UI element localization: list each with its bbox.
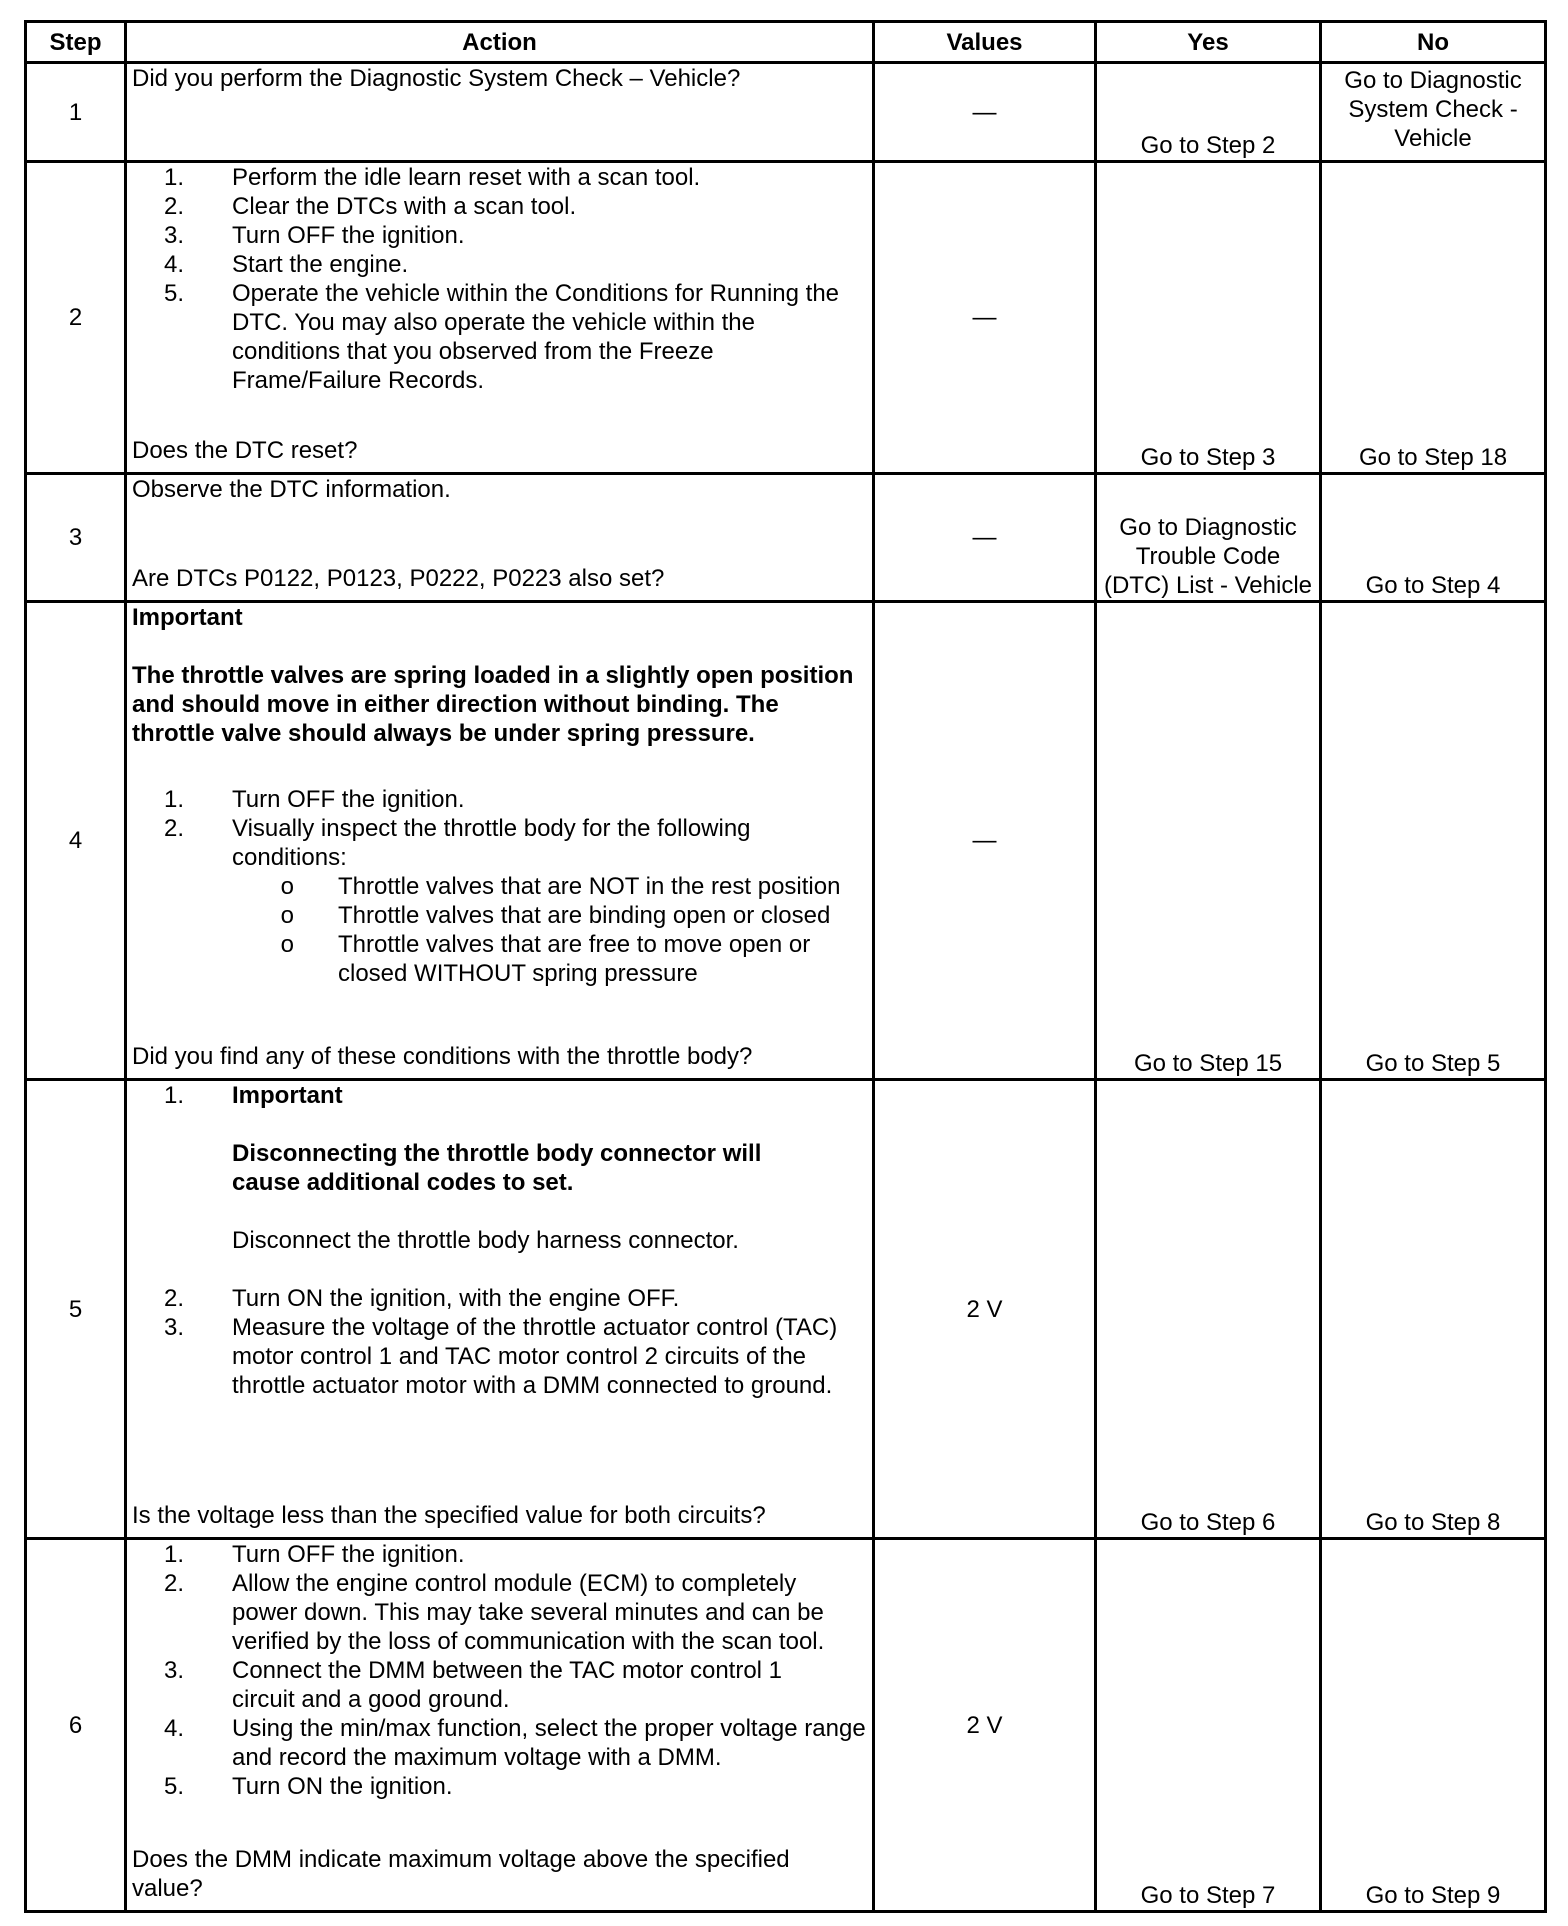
diagnostic-table	[24, 20, 1547, 1913]
table-row	[26, 63, 1546, 162]
yes-cell: Go to Step 3	[1096, 162, 1321, 474]
important-note: Disconnecting the throttle body connector will cause additional codes to set.	[232, 1140, 762, 1196]
list-item: 5. Turn ON the ignition.	[163, 1773, 453, 1800]
important-label: Important	[132, 604, 243, 631]
value-cell: —	[874, 63, 1096, 162]
no-cell: Go to Step 8	[1321, 1080, 1546, 1539]
table-row	[26, 474, 1546, 602]
action-steps	[132, 1081, 867, 1400]
header-no: No	[1321, 22, 1546, 63]
header-values: Values	[874, 22, 1096, 63]
condition-bullets	[132, 872, 867, 988]
value-cell: —	[874, 474, 1096, 602]
list-item: 1. Turn OFF the ignition.	[163, 786, 465, 813]
no-cell: Go to Diagnostic System Check - Vehicle	[1321, 63, 1546, 162]
important-label: Important	[232, 1082, 343, 1109]
table-row	[26, 1080, 1546, 1539]
value-cell: 2 V	[874, 1539, 1096, 1912]
list-item: 3. Connect the DMM between the TAC motor control 1 circuit and a good ground.	[163, 1657, 783, 1713]
step-number: 5	[26, 1080, 126, 1539]
list-item: o Throttle valves that are binding open or closed	[280, 902, 831, 929]
header-step: Step	[26, 22, 126, 63]
list-item: 2. Clear the DTCs with a scan tool.	[163, 193, 577, 220]
step-number: 2	[26, 162, 126, 474]
no-cell: Go to Step 4	[1321, 474, 1546, 602]
important-note: The throttle valves are spring loaded in a slightly open position and should move in either direction without binding. The throttle valve should always be under spring pressure.	[132, 662, 854, 747]
value-cell: 2 V	[874, 1080, 1096, 1539]
list-item: 2. Turn ON the ignition, with the engine OFF.	[163, 1285, 680, 1312]
table-row	[26, 602, 1546, 1080]
yes-cell: Go to Step 6	[1096, 1080, 1321, 1539]
action-question: Are DTCs P0122, P0123, P0222, P0223 also set?	[132, 565, 665, 592]
action-intro: Did you perform the Diagnostic System Check – Vehicle?	[132, 65, 741, 92]
action-steps	[132, 785, 867, 872]
action-question: Is the voltage less than the specified value for both circuits?	[132, 1502, 766, 1529]
list-item: 1. Perform the idle learn reset with a scan tool.	[163, 164, 701, 191]
step-number: 3	[26, 474, 126, 602]
list-item: 4. Start the engine.	[163, 251, 409, 278]
list-item: 3. Measure the voltage of the throttle actuator control (TAC) motor control 1 and TAC motor control 2 circuits of the throttle actuator motor with a DMM connected to ground.	[163, 1314, 838, 1399]
step-number: 4	[26, 602, 126, 1080]
action-intro: Observe the DTC information.	[132, 476, 451, 503]
list-item: 1. Turn OFF the ignition.	[163, 1541, 465, 1568]
yes-cell: Go to Step 15	[1096, 602, 1321, 1080]
action-steps	[132, 1540, 867, 1801]
list-item: o Throttle valves that are free to move open or closed WITHOUT spring pressure	[280, 931, 811, 987]
table-row	[26, 162, 1546, 474]
step-number: 6	[26, 1539, 126, 1912]
list-item: 1. Important Disconnecting the throttle body connector will cause additional codes to set. Disconnect the throttle body harness connector.	[132, 1081, 867, 1284]
yes-cell: Go to Diagnostic Trouble Code (DTC) List - Vehicle	[1096, 474, 1321, 602]
list-item: 2. Visually inspect the throttle body for the following conditions:	[163, 815, 751, 871]
value-cell: —	[874, 602, 1096, 1080]
action-cell	[126, 602, 874, 1080]
no-cell: Go to Step 18	[1321, 162, 1546, 474]
yes-cell: Go to Step 2	[1096, 63, 1321, 162]
list-item: 4. Using the min/max function, select the proper voltage range and record the maximum voltage with a DMM.	[163, 1715, 866, 1771]
action-cell	[126, 1080, 874, 1539]
first-item-text: Disconnect the throttle body harness connector.	[232, 1227, 739, 1254]
yes-cell: Go to Step 7	[1096, 1539, 1321, 1912]
action-cell	[126, 474, 874, 602]
list-item: 3. Turn OFF the ignition.	[163, 222, 465, 249]
action-question: Does the DTC reset?	[132, 437, 358, 464]
action-question: Did you find any of these conditions with the throttle body?	[132, 1043, 753, 1070]
header-action: Action	[126, 22, 874, 63]
diagnostic-table-sheet	[24, 20, 1544, 1913]
list-item: 5. Operate the vehicle within the Conditions for Running the DTC. You may also operate the vehicle within the conditions that you observed from the Freeze Frame/Failure Records.	[163, 280, 840, 394]
action-steps	[132, 163, 867, 395]
header-yes: Yes	[1096, 22, 1321, 63]
value-cell: —	[874, 162, 1096, 474]
header-row	[26, 22, 1546, 63]
list-item: 2. Allow the engine control module (ECM) to completely power down. This may take several minutes and can be verified by the loss of communication with the scan tool.	[163, 1570, 825, 1655]
action-cell	[126, 1539, 874, 1912]
no-cell: Go to Step 9	[1321, 1539, 1546, 1912]
list-item: o Throttle valves that are NOT in the rest position	[280, 873, 841, 900]
action-question: Does the DMM indicate maximum voltage above the specified value?	[132, 1846, 790, 1902]
step-number: 1	[26, 63, 126, 162]
no-cell: Go to Step 5	[1321, 602, 1546, 1080]
action-cell	[126, 63, 874, 162]
table-row	[26, 1539, 1546, 1912]
action-cell	[126, 162, 874, 474]
